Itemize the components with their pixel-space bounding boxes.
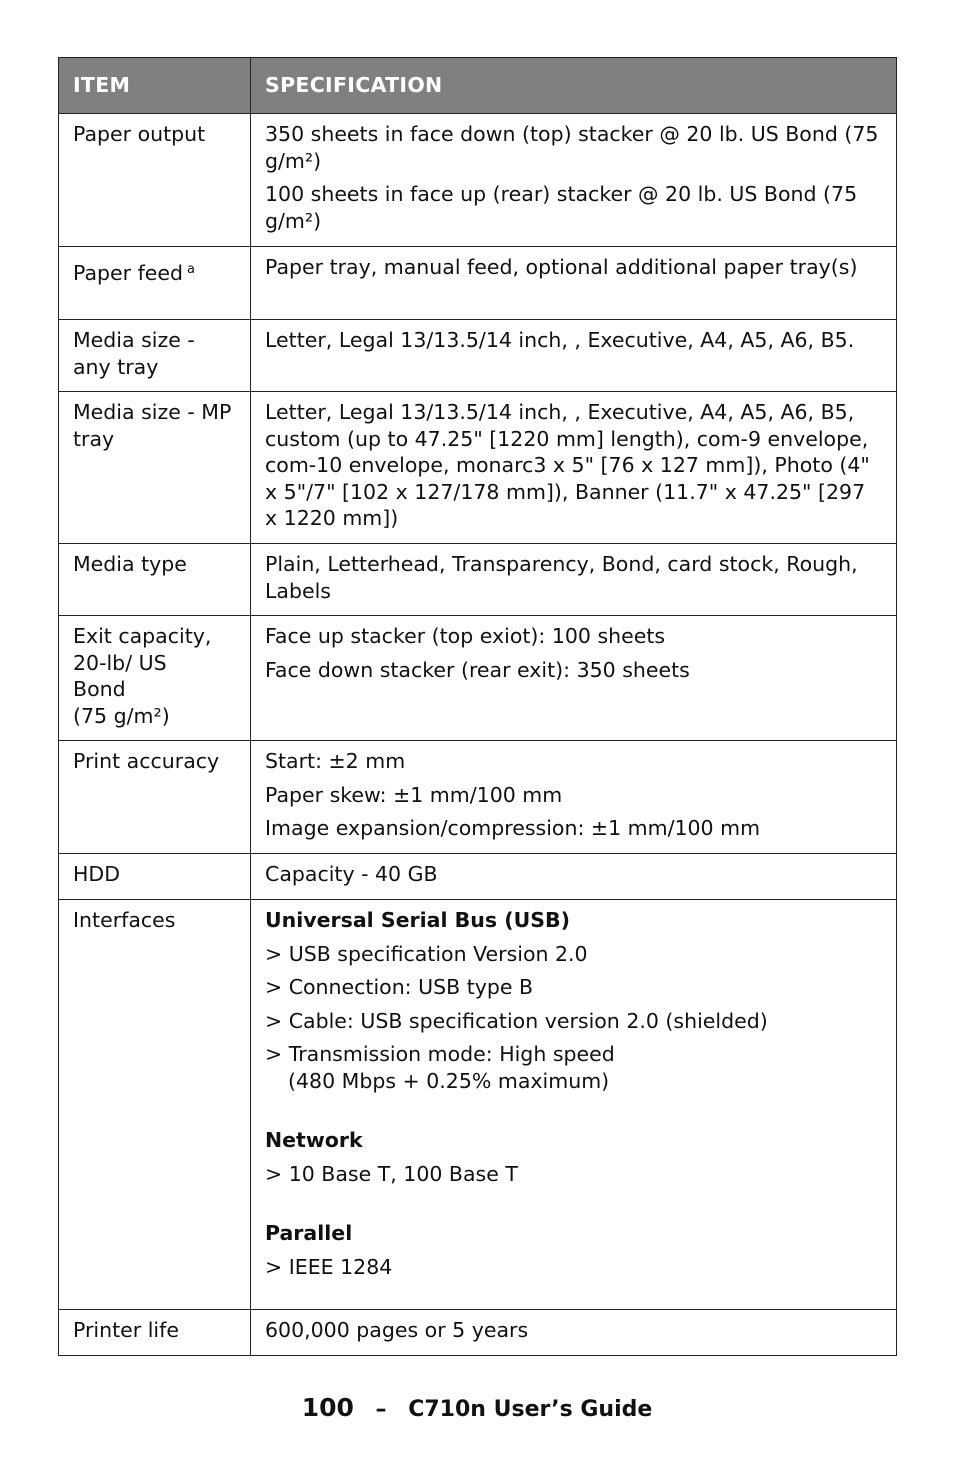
spec-line: > Connection: USB type B [265,975,534,999]
spec-line: 100 sheets in face up (rear) stacker @ 20 lb. US Bond (75 g/m²) [265,182,858,233]
table-row-printer-life [59,1310,897,1356]
spec-line: Paper tray, manual feed, optional additional paper tray(s) [265,255,858,279]
spec-line: > USB specification Version 2.0 [265,941,588,966]
spec-line: Plain, Letterhead, Transparency, Bond, card stock, Rough, Labels [265,552,858,603]
page-footer [0,1392,954,1426]
item-cell: Print accuracy [59,741,251,854]
parallel-heading: Parallel [265,1221,353,1245]
item-line: 20-lb/ US [73,650,167,675]
page-number: 100 [301,1393,354,1422]
table-row-media-type [59,544,897,616]
spec-line: Capacity - 40 GB [265,862,438,886]
usb-heading: Universal Serial Bus (USB) [265,908,570,932]
footer-separator: – [375,1397,387,1422]
spec-cell [251,616,897,741]
item-cell: Media size - any tray [59,320,251,392]
item-cell [59,616,251,741]
spec-line-continuation: (480 Mbps + 0.25% maximum) [288,1068,610,1093]
table-row-media-size-any-tray [59,320,897,392]
spec-cell [251,392,897,544]
spec-line: > Transmission mode: High speed [265,1042,615,1066]
network-heading: Network [265,1128,363,1152]
spec-line: > IEEE 1284 [265,1254,393,1279]
table-row-paper-output [59,114,897,247]
spec-line: 350 sheets in face down (top) stacker @ 20 lb. US Bond (75 g/m²) [265,122,879,173]
spec-cell [251,854,897,900]
item-cell: Media size - MP tray [59,392,251,544]
table-header-row [59,58,897,114]
spec-line: Image expansion/compression: ±1 mm/100 mm [265,816,761,840]
item-cell [59,247,251,320]
spec-line: > Cable: USB specification version 2.0 (shielded) [265,1008,768,1033]
spec-cell [251,1310,897,1356]
table-row-hdd [59,854,897,900]
table-row-print-accuracy [59,741,897,854]
column-header-specification: SPECIFICATION [251,58,897,114]
item-cell: Printer life [59,1310,251,1356]
spec-line: Start: ±2 mm [265,749,406,773]
spec-line: Letter, Legal 13/13.5/14 inch, , Executive, A4, A5, A6, B5. [265,328,855,352]
spec-cell [251,900,897,1310]
spec-cell [251,741,897,854]
table-row-paper-feed [59,247,897,320]
spec-line: Letter, Legal 13/13.5/14 inch, , Executive, A4, A5, A6, B5, custom (up to 47.25" [1220 mm] length), com-9 envelope, com-10 envelope, monarc3 x 5" [76 x 127 mm]), Photo (4" x 5"/7" [102 x 127/178 mm]), Banner (11.7" x 47.25" [297 x 1220 mm]) [265,400,870,530]
spec-line: > 10 Base T, 100 Base T [265,1161,518,1186]
spec-line: Paper skew: ±1 mm/100 mm [265,782,563,807]
item-cell: Media type [59,544,251,616]
spec-line: 600,000 pages or 5 years [265,1318,529,1342]
item-cell: Interfaces [59,900,251,1310]
table-row-interfaces [59,900,897,1310]
item-cell: HDD [59,854,251,900]
spec-line: Face up stacker (top exiot): 100 sheets [265,624,666,648]
spec-cell [251,247,897,320]
spec-line: Face down stacker (rear exit): 350 sheets [265,657,690,682]
item-line: Exit capacity, [73,624,212,648]
column-header-item: ITEM [59,58,251,114]
spec-cell [251,320,897,392]
table-row-exit-capacity [59,616,897,741]
item-cell: Paper output [59,114,251,247]
spec-cell [251,544,897,616]
item-line: Bond [73,677,126,701]
footnote-marker: a [187,262,195,277]
specification-table [58,57,897,1356]
table-row-media-size-mp-tray [59,392,897,544]
item-label: Paper feed [73,261,184,285]
item-line: (75 g/m²) [73,703,170,728]
spec-cell [251,114,897,247]
guide-title: C710n User’s Guide [408,1397,653,1422]
